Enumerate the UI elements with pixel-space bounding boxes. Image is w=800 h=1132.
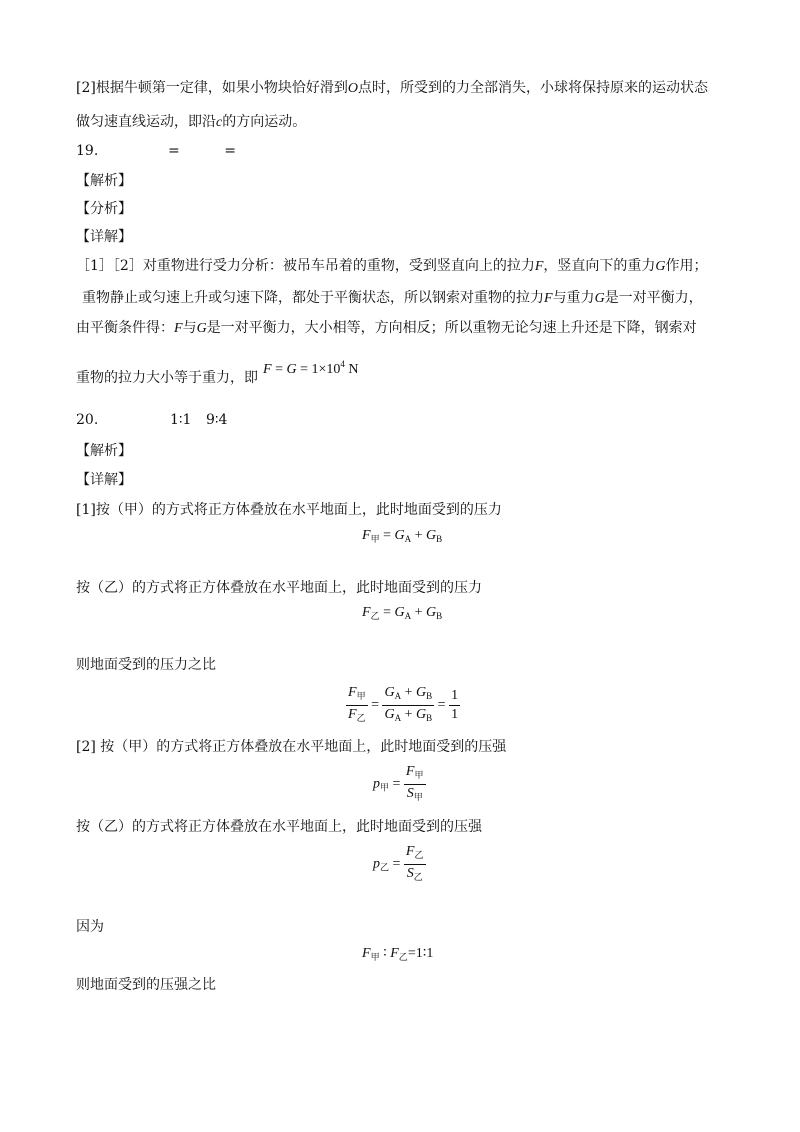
equation-p-yi: $p_乙$ = $\frac{F_乙}{S_乙}$ bbox=[373, 844, 424, 882]
question-number: 19. bbox=[76, 143, 99, 159]
answer-1: 1∶1 bbox=[170, 412, 192, 428]
text-line: 由平衡条件得：F与G是一对平衡力，大小相等，方向相反；所以重物无论匀速上升还是下降，钢索对 bbox=[76, 320, 697, 336]
question-20 bbox=[76, 410, 228, 430]
section-heading: 【解析】 bbox=[76, 173, 132, 189]
symbol-c: c bbox=[216, 115, 223, 130]
equation-p-jia: $p_甲$ = $\frac{F_甲}{S_甲}$ bbox=[373, 764, 424, 802]
text-line: 按（乙）的方式将正方体叠放在水平地面上，此时地面受到的压强 bbox=[76, 819, 482, 835]
text-line: 则地面受到的压强之比 bbox=[76, 977, 216, 993]
text-line: 重物的拉力大小等于重力，即 bbox=[76, 370, 258, 386]
symbol-O: O bbox=[347, 81, 358, 96]
section-heading: 【分析】 bbox=[76, 201, 132, 217]
section-heading: 【解析】 bbox=[76, 443, 132, 459]
text-line: [2]根据牛顿第一定律，如果小物块恰好滑到O点时，所受到的力全部消失，小球将保持原来的运动状态 bbox=[76, 80, 708, 96]
question-number: 20. bbox=[76, 412, 99, 428]
equation-f-yi: $F_乙 = G_A + G_B$ bbox=[362, 605, 443, 621]
equation-weight: $F = G = 1\times 10^4$ N bbox=[263, 359, 359, 377]
section-heading: 【详解】 bbox=[76, 229, 132, 245]
text-line: 按（乙）的方式将正方体叠放在水平地面上，此时地面受到的压力 bbox=[76, 580, 482, 596]
text-line: [2] 按（甲）的方式将正方体叠放在水平地面上，此时地面受到的压强 bbox=[76, 739, 507, 755]
text-line: ［1］［2］对重物进行受力分析：被吊车吊着的重物，受到竖直向上的拉力F，竖直向下的重力G作用； bbox=[76, 258, 708, 274]
text-line: 因为 bbox=[76, 919, 104, 935]
text-line: 重物静止或匀速上升或匀速下降，都处于平衡状态，所以钢索对重物的拉力F与重力G是一对平衡力， bbox=[82, 290, 703, 306]
equation-f-jia: $F_甲 = G_A + G_B$ bbox=[362, 528, 443, 544]
equation-force-ratio: $\frac{F_甲}{F_乙}$ = $\frac{G_A + G_B}{G_A + G_B}$ = $\frac{1}{1}$ bbox=[348, 685, 459, 723]
text-line: 做匀速直线运动，即沿c的方向运动。 bbox=[76, 114, 307, 130]
section-heading: 【详解】 bbox=[76, 472, 132, 488]
text-line: [1]按（甲）的方式将正方体叠放在水平地面上，此时地面受到的压力 bbox=[76, 502, 502, 518]
question-19 bbox=[76, 141, 236, 161]
text-line: 则地面受到的压力之比 bbox=[76, 657, 216, 673]
answer-2: 9∶4 bbox=[206, 412, 228, 428]
equation-force-ratio-inline: $F_甲$ ∶ $F_乙=1∶1$ bbox=[362, 946, 434, 962]
answer-blanks: = = bbox=[168, 143, 236, 159]
